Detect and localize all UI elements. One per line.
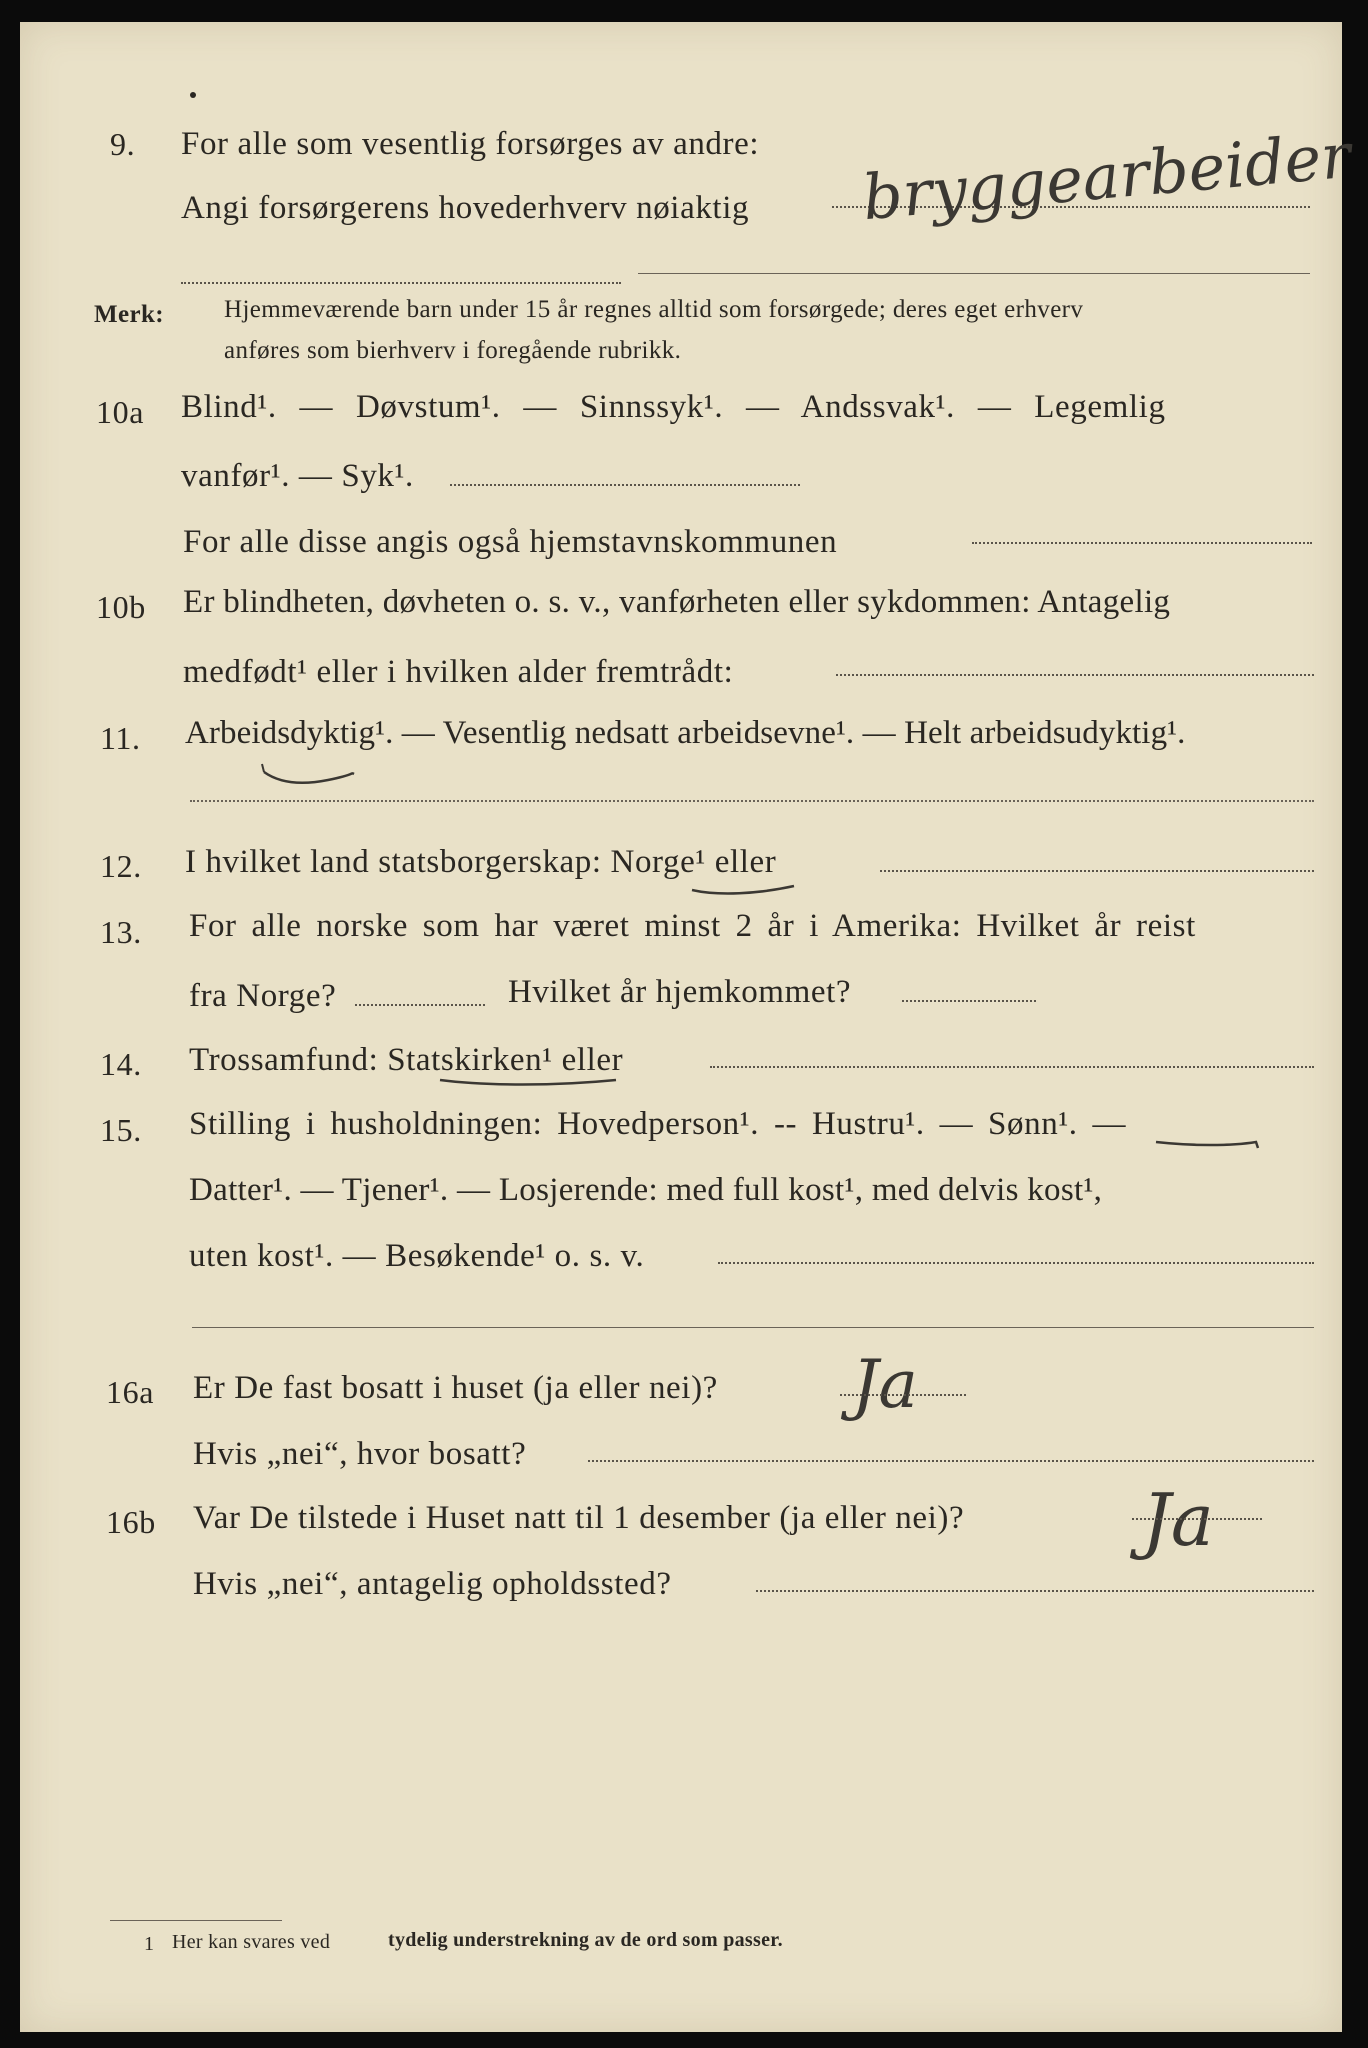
q13-hjemkommet-line bbox=[902, 1000, 1036, 1002]
q10a-line2: vanfør¹. — Syk¹. bbox=[181, 458, 414, 494]
merk-line1: Hjemmeværende barn under 15 år regnes alltid som forsørgede; deres eget erhverv bbox=[224, 296, 1084, 323]
footnote-separator bbox=[110, 1920, 282, 1921]
q15-line2: Datter¹. — Tjener¹. — Losjerende: med full kost¹, med delvis kost¹, bbox=[189, 1172, 1103, 1208]
q16b-line2: Hvis „nei“, antagelig opholdssted? bbox=[193, 1566, 672, 1602]
q9-line1: For alle som vesentlig forsørges av andre: bbox=[181, 126, 760, 162]
q10a-answer-line bbox=[450, 484, 800, 486]
q11-underline-mark bbox=[258, 760, 358, 796]
q10b-answer-line bbox=[836, 674, 1314, 676]
q16a-line2: Hvis „nei“, hvor bosatt? bbox=[193, 1436, 527, 1472]
merk-label: Merk: bbox=[94, 301, 165, 328]
q11-number: 11. bbox=[100, 720, 141, 756]
q16b-line1: Var De tilstede i Huset natt til 1 desember (ja eller nei)? bbox=[193, 1500, 965, 1536]
q15-line3: uten kost¹. — Besøkende¹ o. s. v. bbox=[189, 1238, 645, 1274]
q11-line1: Arbeidsdyktig¹. — Vesentlig nedsatt arbeidsevne¹. — Helt arbeidsudyktig¹. bbox=[185, 715, 1186, 751]
q9-handwritten-answer[interactable]: bryggearbeider bbox=[859, 118, 1354, 235]
q14-line1: Trossamfund: Statskirken¹ eller bbox=[189, 1042, 624, 1078]
q16b-handwritten-answer[interactable]: Ja bbox=[1142, 1478, 1214, 1562]
footnote-mark: 1 bbox=[144, 1933, 155, 1955]
q15-answer-line bbox=[718, 1262, 1314, 1264]
q16b-number: 16b bbox=[106, 1504, 156, 1540]
merk-line2: anføres som bierhverv i foregående rubrikk. bbox=[224, 337, 682, 364]
q9-extra-line-right bbox=[638, 273, 1310, 274]
q14-answer-line bbox=[710, 1066, 1314, 1068]
q15-line1: Stilling i husholdningen: Hovedperson¹. -- Hustru¹. — Sønn¹. — bbox=[189, 1106, 1127, 1142]
q16a-number: 16a bbox=[106, 1374, 155, 1410]
q14-number: 14. bbox=[100, 1046, 142, 1082]
q13-line2a: fra Norge? bbox=[189, 978, 337, 1014]
q16a-bosatt-line bbox=[588, 1460, 1314, 1462]
q13-number: 13. bbox=[100, 914, 142, 950]
q10b-line1: Er blindheten, døvheten o. s. v., vanførheten eller sykdommen: Antagelig bbox=[183, 584, 1171, 620]
q16a-line1: Er De fast bosatt i huset (ja eller nei)? bbox=[193, 1370, 718, 1406]
q13-line2b: Hvilket år hjemkommet? bbox=[508, 974, 852, 1010]
q12-underline-mark bbox=[688, 876, 798, 900]
footnote-text-b: tydelig understrekning av de ord som passer. bbox=[388, 1929, 783, 1951]
q16a-handwritten-answer[interactable]: Ja bbox=[852, 1346, 918, 1423]
q12-answer-line bbox=[880, 870, 1314, 872]
q13-line1: For alle norske som har været minst 2 år i Amerika: Hvilket år reist bbox=[189, 908, 1196, 944]
q9-number: 9. bbox=[110, 126, 136, 162]
q15-number: 15. bbox=[100, 1112, 142, 1148]
q10a-line3: For alle disse angis også hjemstavnskommunen bbox=[183, 524, 838, 560]
q10a-line1: Blind¹. — Døvstum¹. — Sinnssyk¹. — Andssvak¹. — Legemlig bbox=[181, 389, 1166, 425]
q15-underline-mark bbox=[1152, 1134, 1262, 1160]
q10b-number: 10b bbox=[96, 589, 146, 625]
q10a-hjemstavn-line bbox=[972, 542, 1312, 544]
q13-reist-line bbox=[355, 1004, 485, 1006]
q12-number: 12. bbox=[100, 848, 142, 884]
q16b-opholdssted-line bbox=[756, 1590, 1314, 1592]
q14-underline-mark bbox=[436, 1070, 620, 1096]
ink-dot bbox=[190, 92, 196, 98]
q10a-number: 10a bbox=[96, 394, 145, 430]
q16b-answer-line bbox=[1132, 1518, 1262, 1520]
q15-extra-line bbox=[192, 1327, 1314, 1328]
footnote-text-a: Her kan svares ved bbox=[172, 1931, 331, 1953]
q10b-line2: medfødt¹ eller i hvilken alder fremtrådt: bbox=[183, 654, 734, 690]
q16a-answer-line bbox=[840, 1394, 966, 1396]
q9-line2: Angi forsørgerens hovederhverv nøiaktig bbox=[181, 190, 750, 226]
q9-extra-line-left bbox=[181, 282, 621, 284]
q11-answer-line bbox=[190, 800, 1314, 802]
q12-line1: I hvilket land statsborgerskap: Norge¹ eller bbox=[185, 844, 777, 880]
